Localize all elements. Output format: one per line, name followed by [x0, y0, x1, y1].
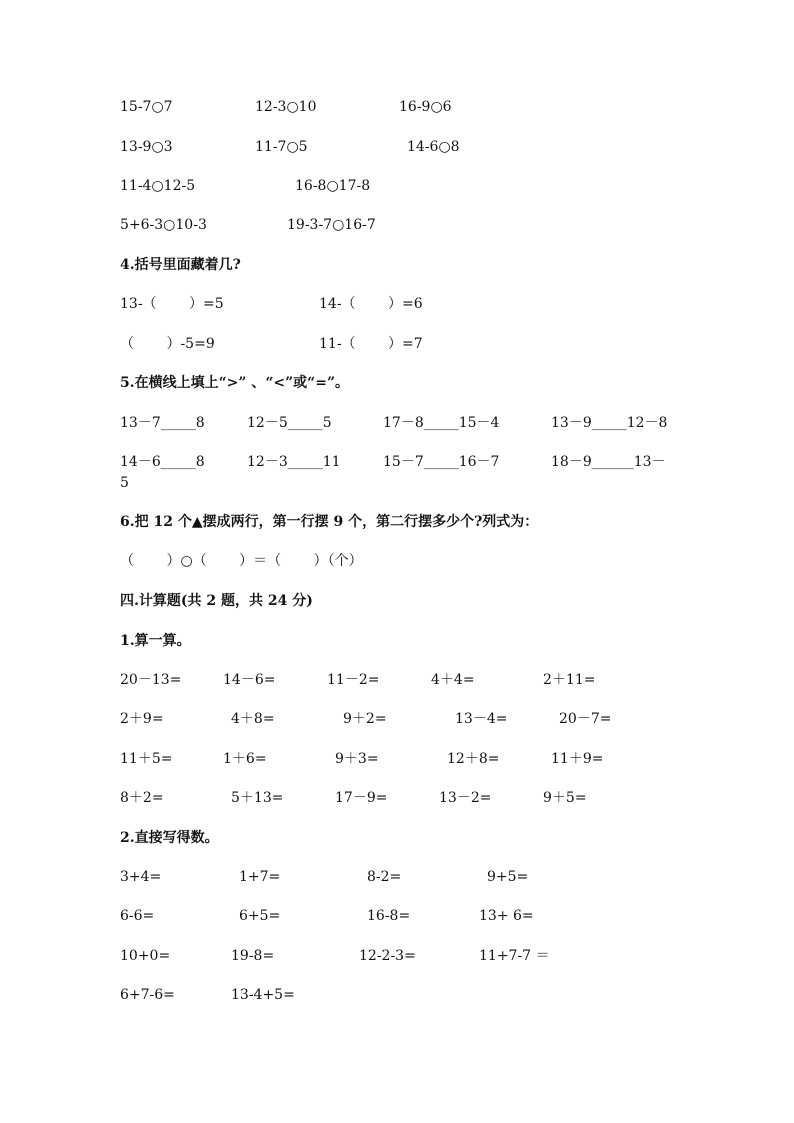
compare-item: 12-3○10: [255, 99, 317, 115]
calc-item: 10+0=: [120, 948, 171, 964]
calc-item: 11－2=: [327, 672, 380, 688]
compare-item: 16-8○17-8: [295, 178, 371, 194]
calc-item: 19-8=: [231, 948, 275, 964]
calc-item: 9＋3=: [335, 751, 379, 767]
question-4-title: 4.括号里面藏着几?: [120, 257, 241, 273]
compare-blank-item: 13－9_____12－8: [551, 415, 668, 431]
calc-item: 3+4=: [120, 869, 162, 885]
calc-item: 12-2-3=: [359, 948, 416, 964]
calc-item: 13+ 6=: [479, 908, 534, 924]
calc-item: 13－4=: [455, 711, 508, 727]
calc-item: 11＋9=: [551, 751, 604, 767]
calc-item: 5＋13=: [231, 790, 284, 806]
calc-item: 20－13=: [120, 672, 182, 688]
calc-item: 8＋2=: [120, 790, 164, 806]
calc-item: 2＋11=: [543, 672, 596, 688]
calc-item: 20－7=: [559, 711, 612, 727]
calc-item: 4＋8=: [231, 711, 275, 727]
fill-blank-item: 11-（ ）=7: [319, 336, 423, 352]
question-6-title: 6.把 12 个▲摆成两行，第一行摆 9 个，第二行摆多少个?列式为：: [120, 514, 539, 530]
calc-item: 9＋5=: [543, 790, 587, 806]
compare-item: 11-7○5: [255, 139, 308, 155]
calc-item: 14－6=: [223, 672, 276, 688]
calc-item: 8-2=: [367, 869, 402, 885]
compare-blank-item: 14－6_____8: [120, 454, 205, 470]
compare-item: 11-4○12-5: [120, 178, 196, 194]
q5-wrap-text: 5: [120, 475, 129, 491]
question-5-title: 5.在横线上填上“>” 、“<”或“=”。: [120, 375, 349, 391]
calc-item: 9＋2=: [343, 711, 387, 727]
compare-blank-item: 13－7_____8: [120, 415, 205, 431]
compare-item: 16-9○6: [399, 99, 452, 115]
calc-item: 6+7-6=: [120, 987, 175, 1003]
calc-item: 11＋5=: [120, 751, 173, 767]
calc-item: 2＋9=: [120, 711, 164, 727]
calc-item: 9+5=: [487, 869, 529, 885]
compare-item: 14-6○8: [407, 139, 460, 155]
calc-item: 6+5=: [239, 908, 281, 924]
fill-blank-item: 13-（ ）=5: [120, 296, 224, 312]
calc-item: 1+7=: [239, 869, 281, 885]
compare-blank-item: 12－5_____5: [247, 415, 332, 431]
compare-item: 15-7○7: [120, 99, 173, 115]
compare-blank-item: 12－3_____11: [247, 454, 341, 470]
calc-item: 13－2=: [439, 790, 492, 806]
calc-item: 11+7-7 ＝: [479, 948, 550, 964]
calc-item: 6-6=: [120, 908, 155, 924]
calc-1-title: 1.算一算。: [120, 633, 191, 649]
calc-2-title: 2.直接写得数。: [120, 830, 219, 846]
calc-item: 12＋8=: [447, 751, 500, 767]
compare-item: 13-9○3: [120, 139, 173, 155]
calc-item: 13-4+5=: [231, 987, 295, 1003]
compare-item: 19-3-7○16-7: [287, 217, 376, 233]
calc-item: 1＋6=: [223, 751, 267, 767]
compare-item: 5+6-3○10-3: [120, 217, 207, 233]
q6-answer-line: （ ）○（ ）＝（ ）（个）: [120, 553, 363, 569]
fill-blank-item: （ ）-5=9: [120, 336, 215, 352]
compare-blank-item: 15－7_____16－7: [383, 454, 500, 470]
calc-item: 17－9=: [335, 790, 388, 806]
calc-item: 16-8=: [367, 908, 411, 924]
calc-item: 4＋4=: [431, 672, 475, 688]
section-4-title: 四.计算题(共 2 题，共 24 分): [120, 593, 313, 609]
compare-blank-item: 18－9______13－: [551, 454, 666, 470]
compare-blank-item: 17－8_____15－4: [383, 415, 500, 431]
fill-blank-item: 14-（ ）=6: [319, 296, 423, 312]
